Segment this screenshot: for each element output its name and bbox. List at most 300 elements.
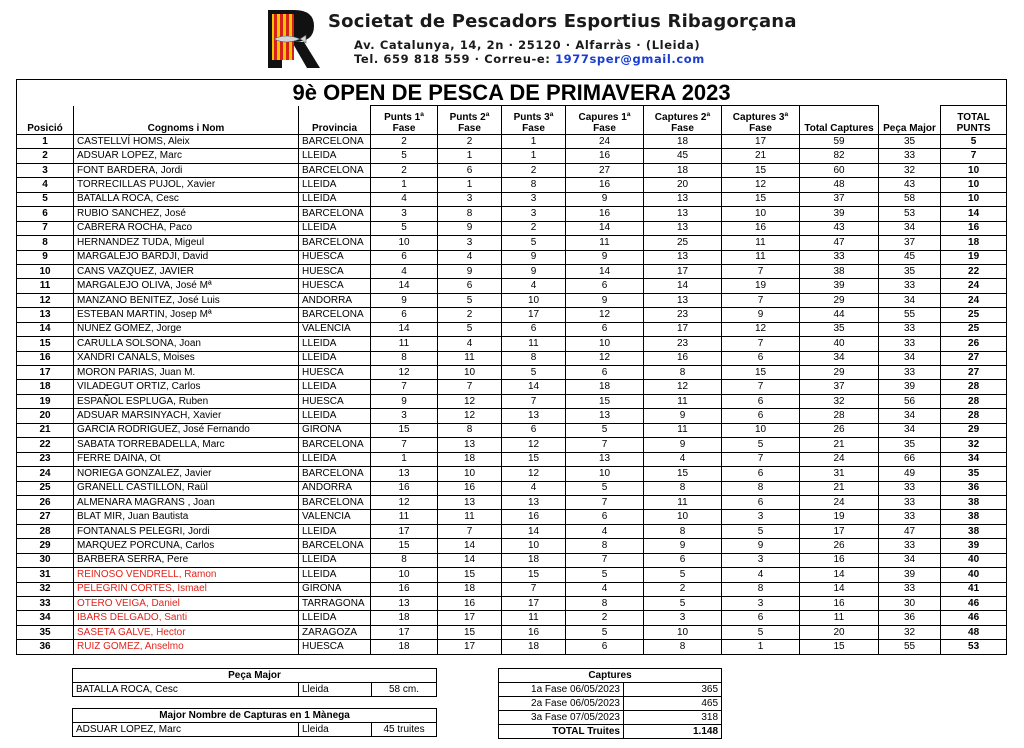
cell-punts-3: 12 — [502, 438, 566, 452]
cell-total-captures: 31 — [800, 467, 879, 481]
org-contact — [354, 52, 705, 66]
cell-punts-2: 16 — [438, 481, 502, 495]
cell-total-captures: 32 — [800, 394, 879, 408]
cell-provincia: BARCELONA — [299, 135, 371, 149]
cell-posicio: 33 — [17, 597, 74, 611]
cell-peca-major: 35 — [879, 264, 941, 278]
cell-total-captures: 39 — [800, 207, 879, 221]
cell-name: FERRE DAINA, Ot — [74, 452, 299, 466]
cell-name: XANDRI CANALS, Moises — [74, 351, 299, 365]
cell-total-captures: 24 — [800, 452, 879, 466]
cell-captures-2: 20 — [644, 178, 722, 192]
cell-captures-3: 6 — [722, 467, 800, 481]
cell-punts-3: 3 — [502, 192, 566, 206]
cell-punts-3: 11 — [502, 611, 566, 625]
org-email-link[interactable]: 1977sper@gmail.com — [555, 52, 705, 66]
cell-total-punts: 18 — [941, 236, 1007, 250]
cell-total-captures: 44 — [800, 308, 879, 322]
table-row — [17, 611, 1007, 625]
cell-name: RUBIO SANCHEZ, José — [74, 207, 299, 221]
cell-posicio: 19 — [17, 394, 74, 408]
cell-provincia: LLEIDA — [299, 524, 371, 538]
cell-total-captures: 34 — [800, 351, 879, 365]
cell-peca-major: 33 — [879, 322, 941, 336]
cell-punts-3: 6 — [502, 423, 566, 437]
cell-total-punts: 53 — [941, 640, 1007, 654]
cell-peca-major: 56 — [879, 394, 941, 408]
cell-total-captures: 38 — [800, 264, 879, 278]
cell-punts-2: 4 — [438, 250, 502, 264]
col-punts-2: Punts 2ª Fase — [438, 106, 502, 135]
cell-posicio: 27 — [17, 510, 74, 524]
cell-punts-1: 16 — [371, 582, 438, 596]
cell-name: FONTANALS PELEGRI, Jordi — [74, 524, 299, 538]
cell-captures-3: 16 — [722, 221, 800, 235]
cell-punts-3: 5 — [502, 366, 566, 380]
cell-captures-2: 10 — [644, 510, 722, 524]
cell-punts-2: 13 — [438, 438, 502, 452]
cell-captures-1: 5 — [566, 481, 644, 495]
cell-captures-1: 16 — [566, 149, 644, 163]
cell-punts-1: 11 — [371, 510, 438, 524]
cell-punts-2: 6 — [438, 279, 502, 293]
cell-captures-3: 9 — [722, 308, 800, 322]
table-row — [17, 293, 1007, 307]
cell-name: FONT BARDERA, Jordi — [74, 163, 299, 177]
cell-captures-3: 4 — [722, 568, 800, 582]
cell-total-punts: 27 — [941, 351, 1007, 365]
cell-captures-3: 9 — [722, 539, 800, 553]
cell-punts-2: 2 — [438, 135, 502, 149]
cell-punts-1: 1 — [371, 178, 438, 192]
cell-punts-1: 17 — [371, 524, 438, 538]
cell-punts-3: 1 — [502, 149, 566, 163]
cell-captures-3: 6 — [722, 495, 800, 509]
cell-captures-3: 11 — [722, 236, 800, 250]
table-row — [17, 149, 1007, 163]
col-captures-2: Captures 2ª Fase — [644, 106, 722, 135]
cell-name: BARBERA SERRA, Pere — [74, 553, 299, 567]
cell-name: SABATA TORREBADELLA, Marc — [74, 438, 299, 452]
cell-name: BLAT MIR, Juan Bautista — [74, 510, 299, 524]
cell-peca-major: 55 — [879, 308, 941, 322]
cell-captures-1: 16 — [566, 207, 644, 221]
cell-punts-1: 14 — [371, 279, 438, 293]
table-row — [17, 539, 1007, 553]
cell-punts-3: 16 — [502, 510, 566, 524]
cell-captures-2: 18 — [644, 163, 722, 177]
table-row — [17, 438, 1007, 452]
cell-posicio: 18 — [17, 380, 74, 394]
cell-captures-3: 3 — [722, 553, 800, 567]
cell-peca-major: 33 — [879, 481, 941, 495]
cell-provincia: LLEIDA — [299, 351, 371, 365]
cell-total-captures: 29 — [800, 366, 879, 380]
cell-total-punts: 7 — [941, 149, 1007, 163]
cell-captures-1: 6 — [566, 366, 644, 380]
cell-total-captures: 24 — [800, 495, 879, 509]
cell-total-punts: 32 — [941, 438, 1007, 452]
cell-peca-major: 37 — [879, 236, 941, 250]
cell-punts-1: 13 — [371, 597, 438, 611]
cell-posicio: 26 — [17, 495, 74, 509]
cell-posicio: 17 — [17, 366, 74, 380]
cell-posicio: 5 — [17, 192, 74, 206]
cell-captures-2: 14 — [644, 279, 722, 293]
cell-provincia: LLEIDA — [299, 568, 371, 582]
cell-punts-3: 12 — [502, 467, 566, 481]
cell-punts-1: 4 — [371, 192, 438, 206]
cell-captures-3: 6 — [722, 394, 800, 408]
table-row — [17, 394, 1007, 408]
cell-total-punts: 24 — [941, 293, 1007, 307]
peca-major-name: BATALLA ROCA, Cesc — [73, 683, 299, 697]
cell-provincia: LLEIDA — [299, 380, 371, 394]
cell-name: GARCIA RODRIGUEZ, José Fernando — [74, 423, 299, 437]
cell-total-captures: 15 — [800, 640, 879, 654]
cell-peca-major: 66 — [879, 452, 941, 466]
col-peca-major: Peça Major — [879, 106, 941, 135]
cell-provincia: HUESCA — [299, 366, 371, 380]
cell-total-captures: 20 — [800, 625, 879, 639]
cell-peca-major: 33 — [879, 366, 941, 380]
cell-captures-2: 23 — [644, 337, 722, 351]
cell-captures-2: 23 — [644, 308, 722, 322]
table-row — [17, 351, 1007, 365]
letterhead — [262, 8, 797, 70]
cell-name: HERNANDEZ TUDA, Migeul — [74, 236, 299, 250]
cell-punts-3: 18 — [502, 553, 566, 567]
cell-punts-3: 11 — [502, 337, 566, 351]
cell-captures-1: 12 — [566, 351, 644, 365]
cell-captures-1: 7 — [566, 553, 644, 567]
cell-name: OTERO VEIGA, Daniel — [74, 597, 299, 611]
cell-total-punts: 28 — [941, 380, 1007, 394]
cell-punts-1: 11 — [371, 337, 438, 351]
cell-provincia: LLEIDA — [299, 452, 371, 466]
cell-provincia: HUESCA — [299, 279, 371, 293]
cell-punts-3: 17 — [502, 308, 566, 322]
col-posicio: Posició — [17, 106, 74, 135]
cell-captures-1: 13 — [566, 452, 644, 466]
major-captures-value: 45 truites — [372, 723, 437, 737]
cell-name: ESTEBAN MARTIN, Josep Mª — [74, 308, 299, 322]
table-row — [17, 640, 1007, 654]
org-address: Av. Catalunya, 14, 2n · 25120 · Alfarràs · (Lleida) — [354, 38, 701, 52]
cell-name: CANS VAZQUEZ, JAVIER — [74, 264, 299, 278]
cell-total-punts: 28 — [941, 409, 1007, 423]
cell-total-punts: 39 — [941, 539, 1007, 553]
cell-posicio: 8 — [17, 236, 74, 250]
cell-captures-2: 13 — [644, 250, 722, 264]
peca-major-value: 58 cm. — [372, 683, 437, 697]
cell-name: RUIZ GOMEZ, Anselmo — [74, 640, 299, 654]
cell-captures-3: 5 — [722, 625, 800, 639]
table-header — [17, 106, 1007, 135]
cell-posicio: 29 — [17, 539, 74, 553]
cell-provincia: HUESCA — [299, 264, 371, 278]
captures-fase-1-value: 365 — [624, 683, 722, 697]
cell-peca-major: 30 — [879, 597, 941, 611]
cell-punts-1: 3 — [371, 409, 438, 423]
cell-name: CASTELLVÍ HOMS, Aleix — [74, 135, 299, 149]
cell-punts-3: 3 — [502, 207, 566, 221]
cell-punts-3: 2 — [502, 221, 566, 235]
cell-total-punts: 41 — [941, 582, 1007, 596]
cell-captures-3: 5 — [722, 524, 800, 538]
cell-provincia: ANDORRA — [299, 481, 371, 495]
cell-captures-1: 8 — [566, 539, 644, 553]
cell-captures-3: 3 — [722, 510, 800, 524]
cell-total-captures: 14 — [800, 568, 879, 582]
table-row — [17, 568, 1007, 582]
cell-peca-major: 33 — [879, 337, 941, 351]
cell-name: GRANELL CASTILLÓN, Raül — [74, 481, 299, 495]
cell-total-captures: 21 — [800, 481, 879, 495]
cell-captures-2: 18 — [644, 135, 722, 149]
cell-punts-3: 13 — [502, 495, 566, 509]
cell-punts-1: 9 — [371, 394, 438, 408]
cell-name: MARGALEJO OLIVA, José Mª — [74, 279, 299, 293]
cell-captures-1: 15 — [566, 394, 644, 408]
cell-provincia: LLEIDA — [299, 409, 371, 423]
col-punts-1: Punts 1ª Fase — [371, 106, 438, 135]
col-total-punts: TOTAL PUNTS — [941, 106, 1007, 135]
cell-provincia: LLEIDA — [299, 611, 371, 625]
cell-punts-1: 17 — [371, 625, 438, 639]
cell-punts-3: 4 — [502, 279, 566, 293]
cell-punts-2: 18 — [438, 452, 502, 466]
cell-provincia: VALENCIA — [299, 510, 371, 524]
cell-captures-1: 8 — [566, 597, 644, 611]
cell-captures-3: 21 — [722, 149, 800, 163]
cell-punts-1: 2 — [371, 163, 438, 177]
cell-total-punts: 5 — [941, 135, 1007, 149]
cell-total-captures: 16 — [800, 597, 879, 611]
cell-captures-2: 17 — [644, 264, 722, 278]
major-captures-name: ADSUAR LOPEZ, Marc — [73, 723, 299, 737]
cell-punts-2: 18 — [438, 582, 502, 596]
cell-posicio: 28 — [17, 524, 74, 538]
cell-captures-2: 5 — [644, 568, 722, 582]
cell-provincia: GIRONA — [299, 582, 371, 596]
cell-provincia: BARCELONA — [299, 308, 371, 322]
cell-peca-major: 55 — [879, 640, 941, 654]
cell-captures-1: 9 — [566, 192, 644, 206]
cell-captures-1: 6 — [566, 322, 644, 336]
cell-punts-3: 15 — [502, 452, 566, 466]
cell-total-captures: 43 — [800, 221, 879, 235]
cell-total-captures: 47 — [800, 236, 879, 250]
col-captures-3: Captures 3ª Fase — [722, 106, 800, 135]
cell-total-punts: 29 — [941, 423, 1007, 437]
col-provincia: Provincia — [299, 106, 371, 135]
table-row — [17, 366, 1007, 380]
cell-captures-3: 1 — [722, 640, 800, 654]
cell-captures-3: 7 — [722, 452, 800, 466]
cell-name: BATALLA ROCA, Cesc — [74, 192, 299, 206]
cell-punts-1: 18 — [371, 611, 438, 625]
cell-total-captures: 60 — [800, 163, 879, 177]
cell-punts-2: 1 — [438, 149, 502, 163]
cell-provincia: GIRONA — [299, 423, 371, 437]
cell-provincia: HUESCA — [299, 250, 371, 264]
cell-captures-1: 5 — [566, 625, 644, 639]
cell-punts-1: 8 — [371, 553, 438, 567]
cell-punts-1: 9 — [371, 293, 438, 307]
cell-total-captures: 26 — [800, 539, 879, 553]
cell-peca-major: 53 — [879, 207, 941, 221]
cell-peca-major: 35 — [879, 135, 941, 149]
cell-captures-1: 16 — [566, 178, 644, 192]
table-row — [17, 409, 1007, 423]
cell-provincia: LLEIDA — [299, 178, 371, 192]
cell-punts-3: 15 — [502, 568, 566, 582]
captures-fase-1-label: 1a Fase 06/05/2023 — [499, 683, 624, 697]
cell-captures-1: 4 — [566, 524, 644, 538]
cell-peca-major: 33 — [879, 539, 941, 553]
major-captures-table — [72, 708, 437, 737]
cell-punts-2: 5 — [438, 293, 502, 307]
cell-peca-major: 33 — [879, 149, 941, 163]
cell-punts-3: 14 — [502, 380, 566, 394]
cell-punts-2: 15 — [438, 568, 502, 582]
cell-punts-3: 8 — [502, 351, 566, 365]
cell-captures-3: 10 — [722, 423, 800, 437]
cell-punts-1: 5 — [371, 149, 438, 163]
table-row — [17, 308, 1007, 322]
cell-captures-2: 25 — [644, 236, 722, 250]
cell-name: MARGALEJO BARDJI, David — [74, 250, 299, 264]
table-row — [17, 597, 1007, 611]
cell-provincia: ANDORRA — [299, 293, 371, 307]
cell-total-punts: 36 — [941, 481, 1007, 495]
cell-captures-3: 19 — [722, 279, 800, 293]
table-row — [17, 423, 1007, 437]
cell-posicio: 25 — [17, 481, 74, 495]
peca-major-place: Lleida — [299, 683, 372, 697]
cell-total-punts: 38 — [941, 524, 1007, 538]
cell-punts-2: 1 — [438, 178, 502, 192]
cell-captures-2: 13 — [644, 293, 722, 307]
cell-posicio: 21 — [17, 423, 74, 437]
captures-fase-3-value: 318 — [624, 711, 722, 725]
table-row — [17, 452, 1007, 466]
table-row — [17, 510, 1007, 524]
cell-total-captures: 26 — [800, 423, 879, 437]
cell-name: ADSUAR LOPEZ, Marc — [74, 149, 299, 163]
cell-total-punts: 28 — [941, 394, 1007, 408]
page-title: 9è OPEN DE PESCA DE PRIMAVERA 2023 — [17, 80, 1007, 106]
captures-fase-2-value: 465 — [624, 697, 722, 711]
table-row — [17, 322, 1007, 336]
cell-punts-3: 7 — [502, 394, 566, 408]
cell-captures-3: 12 — [722, 178, 800, 192]
cell-captures-1: 11 — [566, 236, 644, 250]
cell-captures-2: 45 — [644, 149, 722, 163]
cell-captures-2: 9 — [644, 438, 722, 452]
cell-name: MANZANO BENITEZ, José Luis — [74, 293, 299, 307]
cell-punts-2: 12 — [438, 394, 502, 408]
cell-captures-2: 17 — [644, 322, 722, 336]
cell-punts-2: 14 — [438, 553, 502, 567]
cell-posicio: 11 — [17, 279, 74, 293]
cell-peca-major: 34 — [879, 423, 941, 437]
cell-captures-1: 5 — [566, 568, 644, 582]
cell-name: MARQUEZ PORCUNA, Carlos — [74, 539, 299, 553]
cell-posicio: 35 — [17, 625, 74, 639]
cell-punts-1: 4 — [371, 264, 438, 278]
cell-punts-1: 16 — [371, 481, 438, 495]
cell-captures-3: 17 — [722, 135, 800, 149]
cell-captures-3: 5 — [722, 438, 800, 452]
cell-punts-3: 8 — [502, 178, 566, 192]
captures-summary-table — [498, 668, 722, 739]
cell-punts-1: 14 — [371, 322, 438, 336]
cell-total-punts: 38 — [941, 495, 1007, 509]
cell-peca-major: 58 — [879, 192, 941, 206]
cell-total-captures: 29 — [800, 293, 879, 307]
cell-punts-2: 12 — [438, 409, 502, 423]
cell-peca-major: 35 — [879, 438, 941, 452]
cell-name: IBARS DELGADO, Santi — [74, 611, 299, 625]
cell-provincia: LLEIDA — [299, 192, 371, 206]
table-row — [17, 163, 1007, 177]
table-row — [17, 279, 1007, 293]
cell-posicio: 34 — [17, 611, 74, 625]
cell-captures-1: 13 — [566, 409, 644, 423]
cell-provincia: BARCELONA — [299, 539, 371, 553]
cell-captures-3: 6 — [722, 611, 800, 625]
table-row — [17, 625, 1007, 639]
cell-punts-2: 9 — [438, 264, 502, 278]
table-row — [17, 236, 1007, 250]
cell-captures-2: 5 — [644, 597, 722, 611]
cell-provincia: BARCELONA — [299, 467, 371, 481]
cell-peca-major: 33 — [879, 495, 941, 509]
cell-peca-major: 34 — [879, 553, 941, 567]
cell-total-captures: 40 — [800, 337, 879, 351]
cell-posicio: 4 — [17, 178, 74, 192]
table-row — [17, 582, 1007, 596]
cell-captures-1: 9 — [566, 250, 644, 264]
cell-total-captures: 37 — [800, 192, 879, 206]
cell-captures-2: 8 — [644, 524, 722, 538]
cell-total-punts: 25 — [941, 308, 1007, 322]
table-row — [17, 264, 1007, 278]
cell-total-punts: 40 — [941, 553, 1007, 567]
cell-posicio: 24 — [17, 467, 74, 481]
cell-captures-1: 24 — [566, 135, 644, 149]
cell-captures-2: 8 — [644, 640, 722, 654]
cell-punts-2: 2 — [438, 308, 502, 322]
cell-punts-2: 17 — [438, 611, 502, 625]
cell-punts-3: 10 — [502, 539, 566, 553]
cell-captures-1: 12 — [566, 308, 644, 322]
cell-captures-1: 18 — [566, 380, 644, 394]
col-total-captures: Total Captures — [800, 106, 879, 135]
cell-captures-2: 2 — [644, 582, 722, 596]
cell-punts-2: 7 — [438, 524, 502, 538]
cell-name: TORRECILLAS PUJOL, Xavier — [74, 178, 299, 192]
cell-captures-1: 9 — [566, 293, 644, 307]
table-row — [17, 481, 1007, 495]
cell-punts-1: 7 — [371, 438, 438, 452]
cell-punts-2: 17 — [438, 640, 502, 654]
cell-captures-2: 3 — [644, 611, 722, 625]
cell-name: REINOSO VENDRELL, Ramon — [74, 568, 299, 582]
cell-posicio: 12 — [17, 293, 74, 307]
